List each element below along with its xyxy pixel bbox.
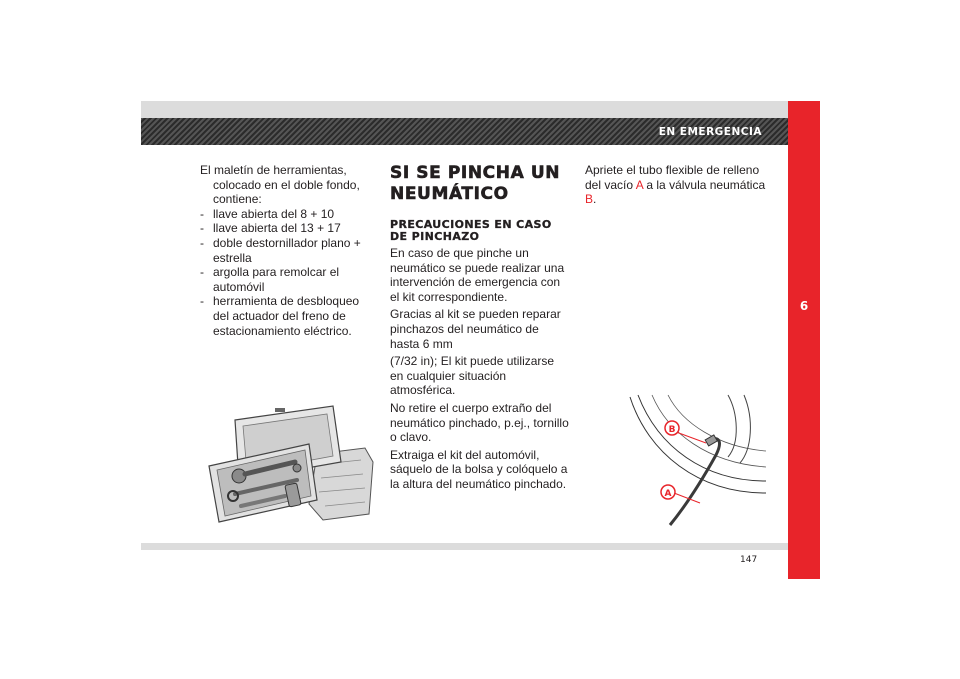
page-title: SI SE PINCHA UN NEUMÁTICO xyxy=(390,163,561,204)
instruction-part: a la válvula neumática xyxy=(643,177,766,192)
tool-list xyxy=(200,207,376,338)
callout-letter-b: B xyxy=(585,192,594,207)
section-header xyxy=(141,118,788,145)
instruction-part: Apriete el tubo flexible de relleno del vacío xyxy=(585,163,760,192)
paragraph: Extraiga el kit del automóvil, sáquelo de la bolsa y colóquelo a la altura del neumático pinchado. xyxy=(390,447,568,491)
middle-column xyxy=(390,163,570,495)
instruction-part: . xyxy=(593,192,597,207)
page-number: 147 xyxy=(740,555,758,565)
list-item: - llave abierta del 13 + 17 xyxy=(200,221,376,236)
callout-b-label: B xyxy=(668,425,676,435)
callout-letter-a: A xyxy=(635,177,644,192)
footer-band xyxy=(141,543,788,550)
paragraph: Gracias al kit se pueden reparar pinchazos del neumático de hasta 6 mm xyxy=(390,307,561,351)
section-subheading: PRECAUCIONES EN CASO DE PINCHAZO xyxy=(390,218,552,243)
paragraph: En caso de que pinche un neumático se puede realizar una intervención de emergencia con el kit correspondiente. xyxy=(390,246,565,304)
left-column xyxy=(200,163,376,338)
paragraph: (7/32 in); El kit puede utilizarse en cualquier situación atmosférica. xyxy=(390,354,555,398)
tyre-valve-illustration xyxy=(628,393,768,528)
list-item: - doble destornillador plano + estrella xyxy=(200,236,376,265)
toolkit-intro: El maletín de herramientas, colocado en el doble fondo, contiene: xyxy=(200,163,360,207)
chapter-number: 6 xyxy=(799,299,809,313)
instruction-text xyxy=(585,163,770,207)
paragraph: No retire el cuerpo extraño del neumático pinchado, p.ej., tornillo o clavo. xyxy=(390,400,569,445)
list-item: - herramienta de desbloqueo del actuador del freno de estacionamiento eléctrico. xyxy=(200,294,376,338)
right-column xyxy=(585,163,770,210)
toolkit-illustration xyxy=(205,402,377,524)
section-title: EN EMERGENCIA xyxy=(658,126,762,138)
list-item: - llave abierta del 8 + 10 xyxy=(200,207,376,222)
callout-a-label: A xyxy=(664,489,672,499)
chapter-tab xyxy=(788,101,820,579)
list-item: - argolla para remolcar el automóvil xyxy=(200,265,376,294)
